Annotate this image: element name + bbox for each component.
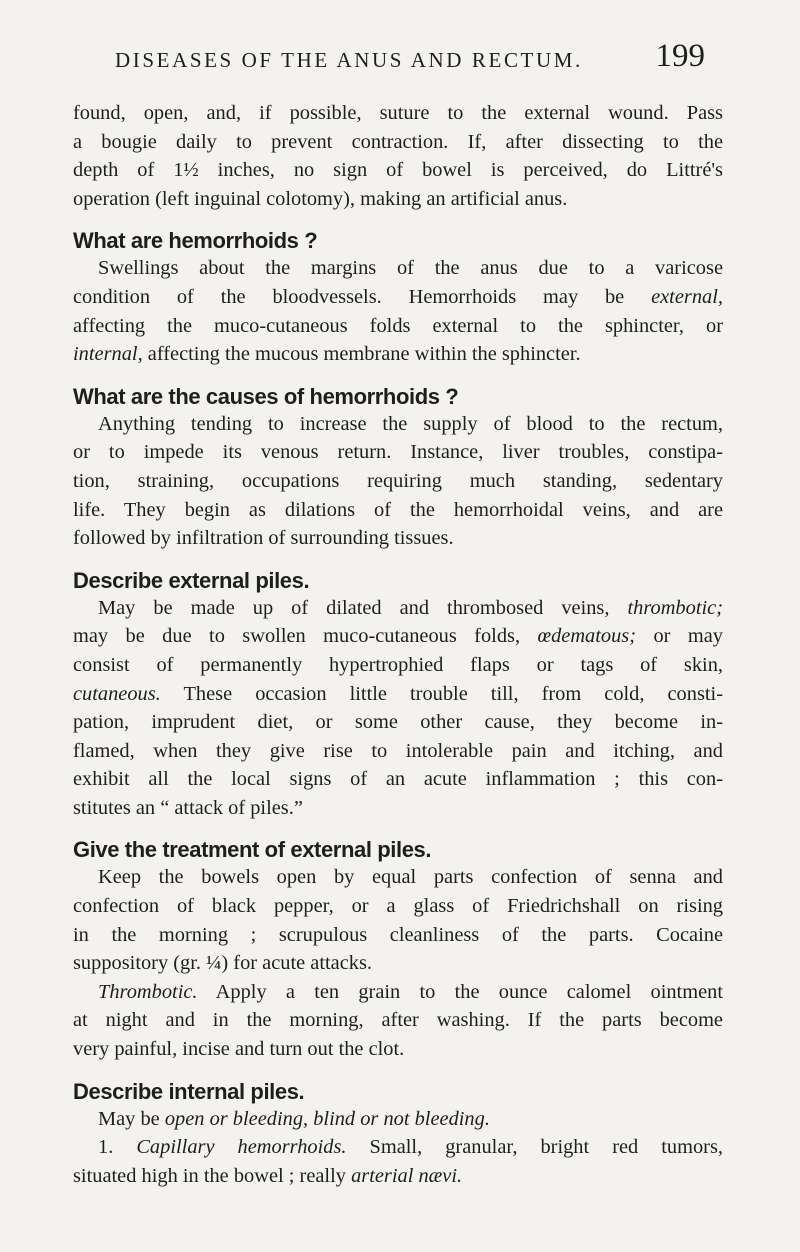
text-line: Swellings about the margins of the anus due to a varicose (98, 257, 723, 280)
text-line: very painful, incise and turn out the clot. (73, 1038, 405, 1061)
page-number: 199 (655, 38, 705, 74)
text-line: exhibit all the local signs of an acute inflammation ; this con- (73, 768, 723, 791)
text-line: tion, straining, occupations requiring much standing, sedentary (73, 469, 723, 492)
text-line: Anything tending to increase the supply of blood to the rectum, (98, 412, 723, 435)
question-heading: Describe internal piles. (73, 1078, 305, 1104)
italic-term: œdematous; (537, 625, 637, 648)
question-heading: Describe external piles. (73, 567, 310, 593)
question-heading: Give the treatment of external piles. (73, 837, 432, 863)
italic-term: cutaneous. (73, 682, 161, 705)
italic-term: Thrombotic. (98, 980, 198, 1003)
question-heading: What are the causes of hemorrhoids ? (73, 383, 459, 409)
text-line: pation, imprudent diet, or some other cause, they become in- (73, 711, 723, 734)
italic-term: arterial nævi. (351, 1164, 463, 1187)
text-line: confection of black pepper, or a glass of Friedrichshall on rising (73, 895, 723, 918)
text-line: operation (left inguinal colotomy), making an artificial anus. (73, 187, 568, 210)
text-line: depth of 1½ inches, no sign of bowel is perceived, do Littré's (73, 159, 723, 182)
text-line: internal, affecting the mucous membrane within the sphincter. (73, 343, 581, 366)
text-line: consist of permanently hypertrophied flaps or tags of skin, (73, 653, 723, 676)
text-line: may be due to swollen muco-cutaneous folds, œdematous; or may (73, 625, 723, 648)
page-header (115, 34, 705, 84)
text-line: condition of the bloodvessels. Hemorrhoids may be external, (73, 285, 723, 308)
text-line: flamed, when they give rise to intolerable pain and itching, and (73, 739, 723, 762)
text-line: a bougie daily to prevent contraction. If, after dissecting to the (73, 130, 723, 153)
italic-term: Capillary hemorrhoids. (136, 1136, 347, 1159)
page-body (73, 99, 723, 1190)
text-line: affecting the muco-cutaneous folds external to the sphincter, or (73, 314, 723, 337)
question-heading: What are hemorrhoids ? (73, 228, 318, 254)
text-line: cutaneous. These occasion little trouble till, from cold, consti- (73, 682, 724, 705)
text-line: stitutes an “ attack of piles.” (73, 796, 303, 819)
text-line: situated high in the bowel ; really arterial nævi. (73, 1164, 463, 1187)
text-line: May be open or bleeding, blind or not bleeding. (98, 1107, 490, 1130)
text-line: or to impede its venous return. Instance, liver troubles, constipa- (73, 441, 723, 464)
text-line: at night and in the morning, after washing. If the parts become (73, 1009, 723, 1032)
text-line: suppository (gr. ¼) for acute attacks. (73, 952, 372, 975)
text-line: May be made up of dilated and thrombosed veins, thrombotic; (98, 596, 723, 619)
text-line: found, open, and, if possible, suture to the external wound. Pass (73, 102, 723, 124)
text-line: 1. Capillary hemorrhoids. Small, granular, bright red tumors, (98, 1136, 723, 1159)
italic-term: external, (651, 285, 723, 308)
text-line: in the morning ; scrupulous cleanliness of the parts. Cocaine (73, 923, 723, 946)
italic-term: internal, (73, 343, 143, 366)
italic-term: thrombotic; (627, 596, 723, 619)
text-line: Keep the bowels open by equal parts confection of senna and (98, 866, 723, 889)
text-line: life. They begin as dilations of the hemorrhoidal veins, and are (73, 498, 723, 521)
text-line: followed by infiltration of surrounding tissues. (73, 527, 454, 550)
italic-term: open or bleeding, blind or not bleeding. (164, 1107, 490, 1130)
text-line: Thrombotic. Apply a ten grain to the ounce calomel ointment (98, 980, 723, 1003)
running-title: DISEASES OF THE ANUS AND RECTUM. (115, 48, 583, 72)
